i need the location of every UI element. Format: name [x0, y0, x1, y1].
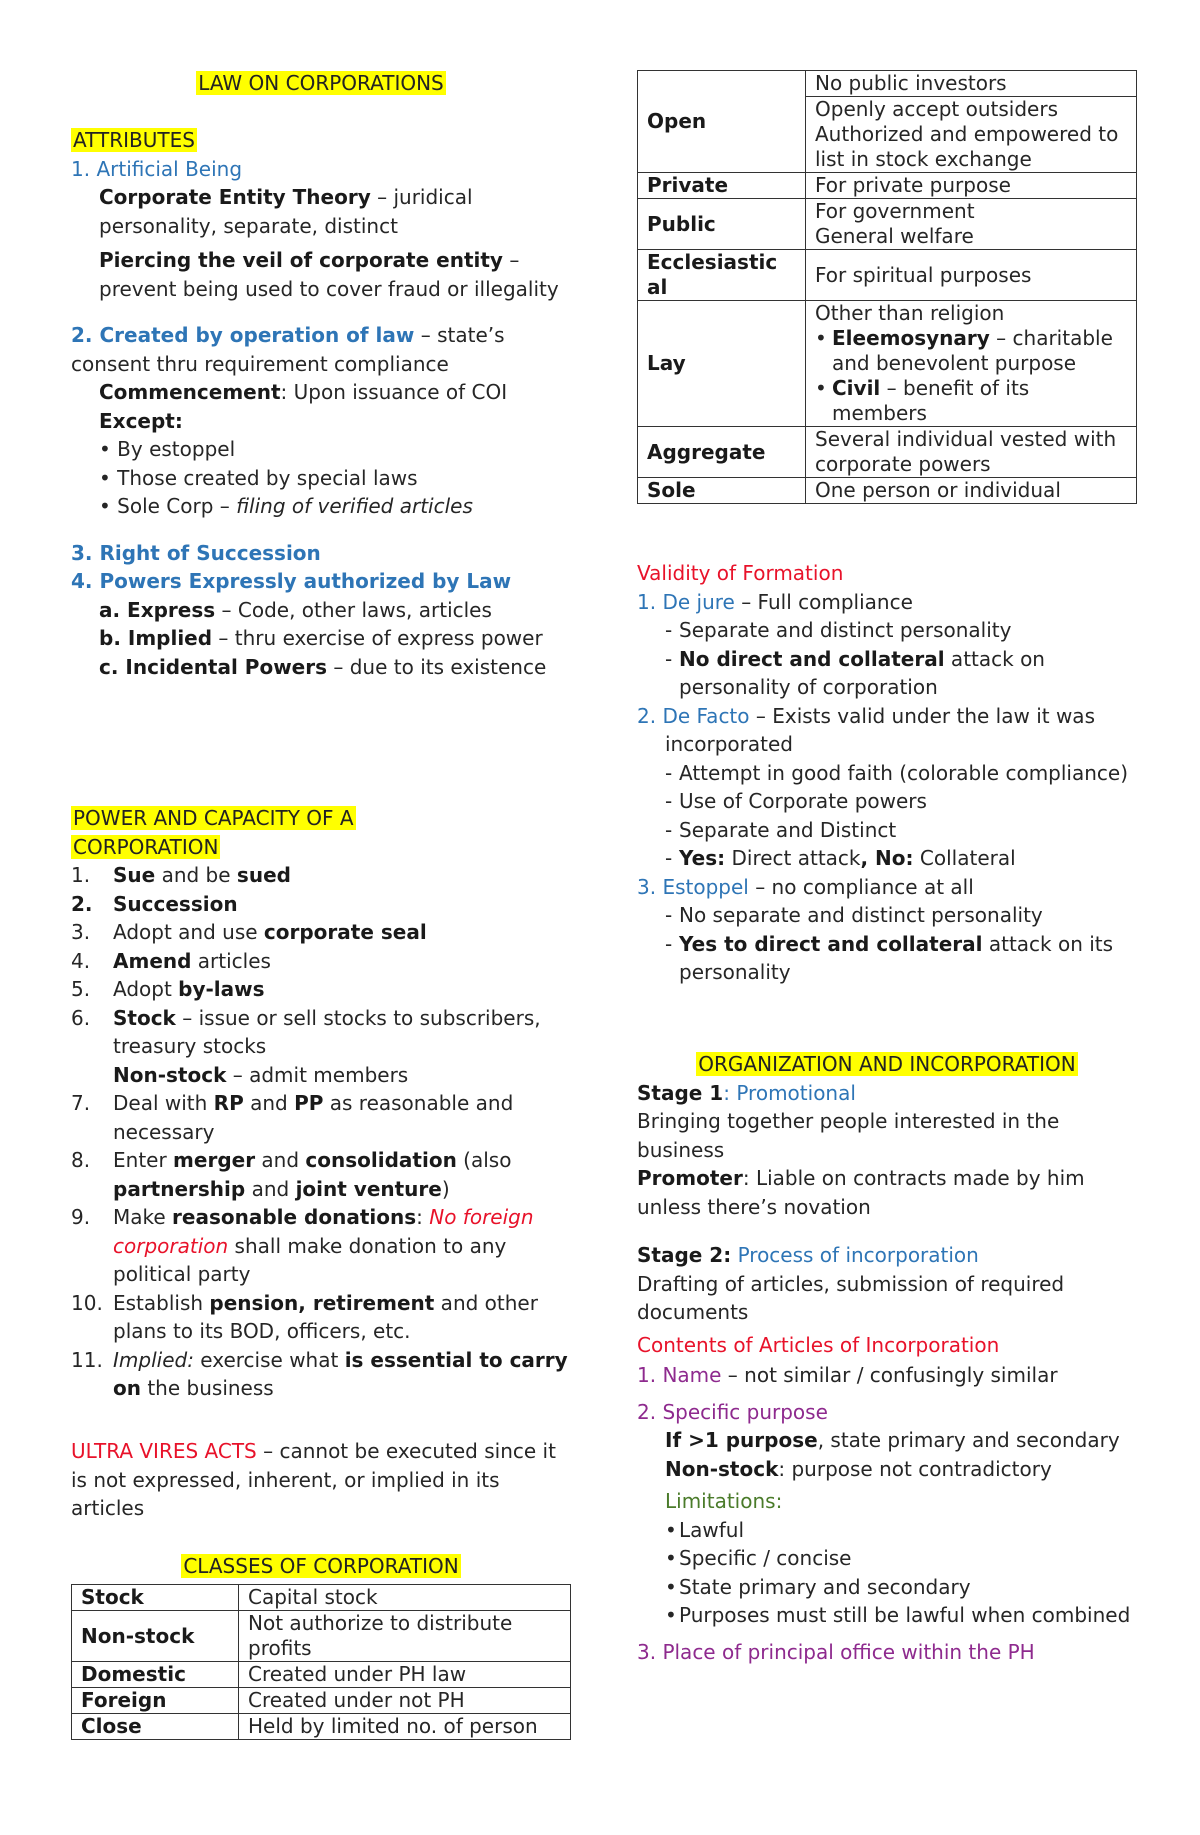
list-item: 9. Make reasonable donations: No foreign corporation shall make donation to any political party [71, 1205, 534, 1286]
table-cell: Public [638, 199, 806, 250]
table-cell: For private purpose [806, 173, 1137, 199]
list-item: - Separate and Distinct [665, 817, 897, 842]
table-row [638, 478, 1137, 504]
types-table-wrap [637, 70, 1137, 504]
list-item: 4. Amend articles [71, 948, 271, 973]
table-row [638, 173, 1137, 199]
ultra-vires-text: – cannot be executed since it is not expressed, inherent, or implied in its articles [71, 1439, 556, 1520]
list-item: 2. Succession [71, 891, 238, 916]
corporate-entity-theory: Corporate Entity Theory – juridical personality, separate, distinct [99, 185, 473, 238]
table-cell: Other than religion • Eleemosynary – charitable and benevolent purpose • Civil – benefit of its members [806, 301, 1137, 427]
table-row [638, 71, 1137, 97]
table-cell: Foreign [72, 1688, 239, 1714]
list-item: 6. Stock – issue or sell stocks to subscribers, treasury stocks Non-stock – admit members [71, 1005, 541, 1087]
content-2-line-2: Non-stock: purpose not contradictory [665, 1456, 1052, 1481]
classes-table-wrap [71, 1584, 571, 1740]
table-row [72, 1714, 571, 1740]
table-cell: No public investors [806, 71, 1137, 97]
list-item: • State primary and secondary [665, 1574, 971, 1599]
table-cell: Aggregate [638, 427, 806, 478]
table-cell: Not authorize to distribute profits [239, 1611, 571, 1662]
table-cell: Sole [638, 478, 806, 504]
list-item: - Separate and distinct personality [665, 618, 1012, 642]
title-text: LAW ON CORPORATIONS [198, 71, 444, 95]
types-table [637, 70, 1137, 504]
attributes-section [71, 126, 571, 681]
promoter: Promoter: Liable on contracts made by him unless there’s novation [637, 1166, 1085, 1219]
table-row [638, 301, 1137, 427]
classes-table [71, 1584, 571, 1740]
power-list [71, 861, 571, 1403]
list-item: • Lawful [665, 1517, 745, 1542]
stage-2: Stage 2: Process of incorporation [637, 1243, 979, 1267]
list-item: 10. Establish pension, retirement and other plans to its BOD, officers, etc. [71, 1290, 538, 1343]
content-2-line-1: If >1 purpose, state primary and secondary [665, 1428, 1120, 1452]
table-cell: Close [72, 1714, 239, 1740]
table-row [72, 1688, 571, 1714]
ultra-vires-label: ULTRA VIRES ACTS [71, 1439, 257, 1463]
except-item-1: • By estoppel [99, 437, 236, 461]
contents-heading: Contents of Articles of Incorporation [637, 1332, 1000, 1357]
validity-3: 3. Estoppel – no compliance at all [637, 874, 974, 899]
table-cell: Capital stock [239, 1585, 571, 1611]
table-cell: Ecclesiastic al [638, 250, 806, 301]
power-heading: POWER AND CAPACITY OF A [73, 806, 354, 830]
list-item: 8. Enter merger and consolidation (also partnership and joint venture) [71, 1148, 512, 1201]
table-cell: One person or individual [806, 478, 1137, 504]
ultra-vires-section [71, 1437, 571, 1523]
list-item: - Yes to direct and collateral attack on its personality [665, 931, 1114, 984]
table-row [72, 1611, 571, 1662]
table-row [638, 250, 1137, 301]
list-item: 11. Implied: exercise what is essential to carry on the business [71, 1347, 568, 1400]
content-3: 3. Place of principal office within the PH [637, 1639, 1035, 1664]
table-cell: Private [638, 173, 806, 199]
list-item: 1. Sue and be sued [71, 863, 291, 887]
table-cell: Created under PH law [239, 1662, 571, 1688]
list-item: - No separate and distinct personality [665, 903, 1043, 927]
content-2: 2. Specific purpose [637, 1399, 828, 1424]
attribute-2: 2. Created by operation of law – state’s consent thru requirement compliance [71, 323, 505, 376]
power-implied: b. Implied – thru exercise of express power [99, 626, 543, 650]
table-cell: Domestic [72, 1662, 239, 1688]
power-incidental: c. Incidental Powers – due to its existence [99, 654, 547, 679]
list-item: - Attempt in good faith (colorable compliance) [665, 760, 1129, 785]
table-cell: Non-stock [72, 1611, 239, 1662]
table-row [638, 427, 1137, 478]
table-cell: Held by limited no. of person [239, 1714, 571, 1740]
org-section [637, 1050, 1137, 1666]
table-row [72, 1662, 571, 1688]
validity-2: 2. De Facto – Exists valid under the law it was incorporated [637, 703, 1095, 756]
open-label: Open [638, 71, 806, 173]
content-1: 1. Name – not similar / confusingly similar [637, 1363, 1058, 1387]
table-row [638, 199, 1137, 250]
list-item: 5. Adopt by-laws [71, 977, 265, 1001]
table-cell: Openly accept outsiders [806, 97, 1137, 123]
list-item: • Specific / concise [665, 1546, 852, 1570]
document-title [71, 69, 571, 98]
list-item: - Yes: Direct attack, No: Collateral [665, 846, 1016, 870]
stage-1: Stage 1: Promotional [637, 1080, 856, 1105]
except-item-3: • Sole Corp – filing of verified articles [99, 494, 473, 518]
piercing-the-veil: Piercing the veil of corporate entity – prevent being used to cover fraud or illegality [99, 248, 559, 301]
table-cell: Created under not PH [239, 1688, 571, 1714]
attribute-4: 4. Powers Expressly authorized by Law [71, 569, 512, 593]
attribute-1: 1. Artificial Being [71, 156, 243, 181]
table-cell: Several individual vested with corporate powers [806, 427, 1137, 478]
stage-2-text: Drafting of articles, submission of required documents [637, 1271, 1065, 1324]
org-heading: ORGANIZATION AND INCORPORATION [698, 1052, 1076, 1076]
classes-heading: CLASSES OF CORPORATION [183, 1554, 459, 1578]
list-item: 3. Adopt and use corporate seal [71, 920, 427, 944]
list-item: • Purposes must still be lawful when combined [665, 1603, 1131, 1627]
except-label: Except: [99, 408, 183, 433]
power-section: POWER AND CAPACITY OF A CORPORATION 1. Sue and be sued 2. Succession 3. Adopt and use corporate seal 4. Amend articles 5. Adopt by-laws 6. Stock – issue or sell stocks to subscribers, treasury stocks Non-stock – admit members 7. Deal with RP and PP as reasonable and necessary 8. Enter merger and consolidation (also partnership and joint venture) 9. Make reasonable donations: No foreign corporation shall make donation to any political party 10. Establish pension, retirement and other plans to its BOD, officers, etc. 11. Implied: exercise what is essential to carry on the business [71, 804, 571, 1403]
validity-1: 1. De jure – Full compliance [637, 589, 913, 614]
table-cell: Stock [72, 1585, 239, 1611]
table-row [72, 1585, 571, 1611]
validity-section [637, 559, 1137, 987]
list-item: 7. Deal with RP and PP as reasonable and necessary [71, 1091, 514, 1144]
table-cell: For government General welfare [806, 199, 1137, 250]
list-item: - Use of Corporate powers [665, 789, 927, 813]
attribute-3: 3. Right of Succession [71, 540, 321, 565]
table-cell: Lay [638, 301, 806, 427]
table-cell: For spiritual purposes [806, 250, 1137, 301]
validity-heading: Validity of Formation [637, 561, 844, 585]
list-item: - No direct and collateral attack on personality of corporation [665, 646, 1045, 699]
stage-1-text: Bringing together people interested in the business [637, 1109, 1060, 1162]
power-express: a. Express – Code, other laws, articles [99, 597, 492, 622]
table-cell: Authorized and empowered to list in stock exchange [806, 122, 1137, 173]
limitations-heading: Limitations: [665, 1489, 783, 1513]
commencement: Commencement: Upon issuance of COI [99, 380, 508, 404]
except-item-2: • Those created by special laws [99, 465, 418, 490]
attributes-heading: ATTRIBUTES [73, 128, 195, 152]
